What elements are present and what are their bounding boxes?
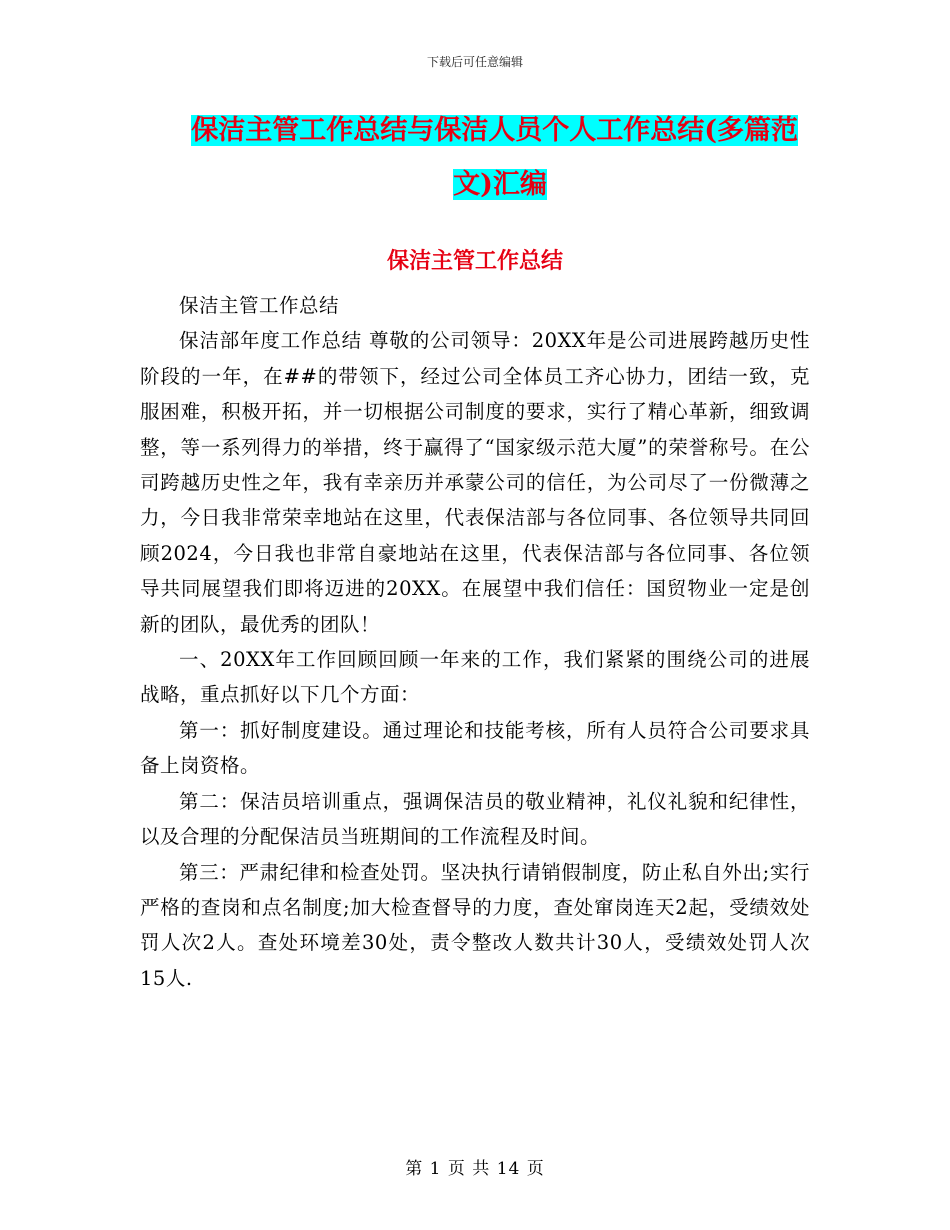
paragraph: 保洁主管工作总结	[179, 294, 340, 317]
page-header-note: 下载后可任意编辑	[426, 55, 523, 69]
paragraph: 保洁部年度工作总结 尊敬的公司领导：20XX年是公司进展跨越历史性阶段的一年，在##的带领下，经过公司全体员工齐心协力，团结一致，克服困难，积极开拓，并一切根据公司制度的要求，实行了精心革新，细致调整，等一系列得力的举措，终于赢得了“国家级示范大厦”的荣誉称号。在公司跨越历史性之年，我有幸亲历并承蒙公司的信任，为公司尽了一份微薄之力，今日我非常荣幸地站在这里，代表保洁部与各位同事、各位领导共同回顾2024，今日我也非常自豪地站在这里，代表保洁部与各位同事、各位领导共同展望我们即将迈进的20XX。在展望中我们信任：国贸物业一定是创新的团队，最优秀的团队！	[140, 329, 810, 636]
paragraph: 第一：抓好制度建设。通过理论和技能考核，所有人员符合公司要求具备上岗资格。	[140, 718, 810, 778]
document-title	[140, 104, 860, 212]
page-number-footer: 第 1 页 共 14 页	[405, 1159, 545, 1179]
document-title-line-1: 保洁主管工作总结与保洁人员个人工作总结(多篇范	[191, 115, 798, 146]
paragraph: 一、20XX年工作回顾回顾一年来的工作，我们紧紧的围绕公司的进展战略，重点抓好以下几个方面：	[140, 648, 810, 707]
paragraph: 第二：保洁员培训重点，强调保洁员的敬业精神，礼仪礼貌和纪律性，以及合理的分配保洁员当班期间的工作流程及时间。	[140, 789, 810, 849]
document-body	[140, 288, 810, 996]
document-title-line-2: 文)汇编	[453, 169, 547, 200]
section-title: 保洁主管工作总结	[386, 248, 563, 274]
paragraph: 第三：严肃纪律和检查处罚。坚决执行请销假制度，防止私自外出;实行严格的查岗和点名制度;加大检查督导的力度，查处窜岗连天2起，受绩效处罚人次2人。查处环境差30处，责令整改人数共计30人，受绩效处罚人次15人.	[140, 860, 810, 990]
